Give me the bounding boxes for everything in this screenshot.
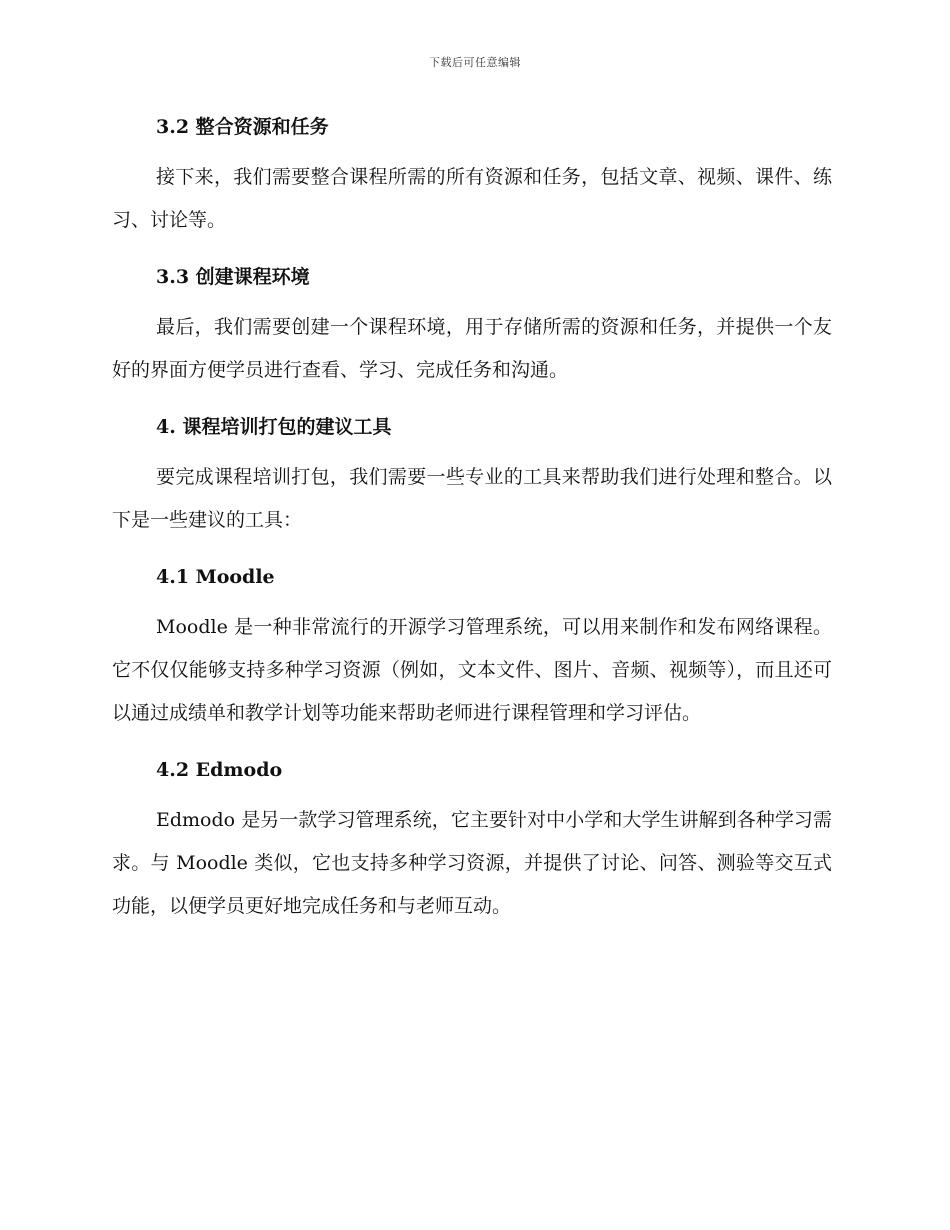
section-heading: 3.3 创建课程环境 bbox=[156, 266, 310, 288]
section-heading: 4.2 Edmodo bbox=[156, 759, 283, 781]
section-heading: 3.2 整合资源和任务 bbox=[156, 116, 329, 138]
section-4-1 bbox=[112, 562, 832, 755]
section-paragraph: 要完成课程培训打包，我们需要一些专业的工具来帮助我们进行处理和整合。以下是一些建议的工具： bbox=[112, 466, 832, 531]
section-4 bbox=[112, 412, 832, 562]
section-paragraph: Edmodo 是另一款学习管理系统，它主要针对中小学和大学生讲解到各种学习需求。与 Moodle 类似，它也支持多种学习资源，并提供了讨论、问答、测验等交互式功能，以便学员更好地完成任务和与老师互动。 bbox=[112, 809, 832, 917]
section-4-2 bbox=[112, 755, 832, 928]
section-paragraph: 接下来，我们需要整合课程所需的所有资源和任务，包括文章、视频、课件、练习、讨论等。 bbox=[112, 166, 832, 231]
section-paragraph: 最后，我们需要创建一个课程环境，用于存储所需的资源和任务，并提供一个友好的界面方便学员进行查看、学习、完成任务和沟通。 bbox=[112, 316, 832, 381]
section-heading: 4. 课程培训打包的建议工具 bbox=[156, 416, 392, 438]
section-3-2 bbox=[112, 112, 832, 262]
document-body bbox=[112, 112, 832, 928]
page-header: 下载后可任意编辑 bbox=[429, 56, 521, 69]
section-paragraph: Moodle 是一种非常流行的开源学习管理系统，可以用来制作和发布网络课程。它不仅仅能够支持多种学习资源（例如，文本文件、图片、音频、视频等），而且还可以通过成绩单和教学计划等功能来帮助老师进行课程管理和学习评估。 bbox=[112, 616, 832, 724]
section-3-3 bbox=[112, 262, 832, 412]
section-heading: 4.1 Moodle bbox=[156, 566, 275, 588]
